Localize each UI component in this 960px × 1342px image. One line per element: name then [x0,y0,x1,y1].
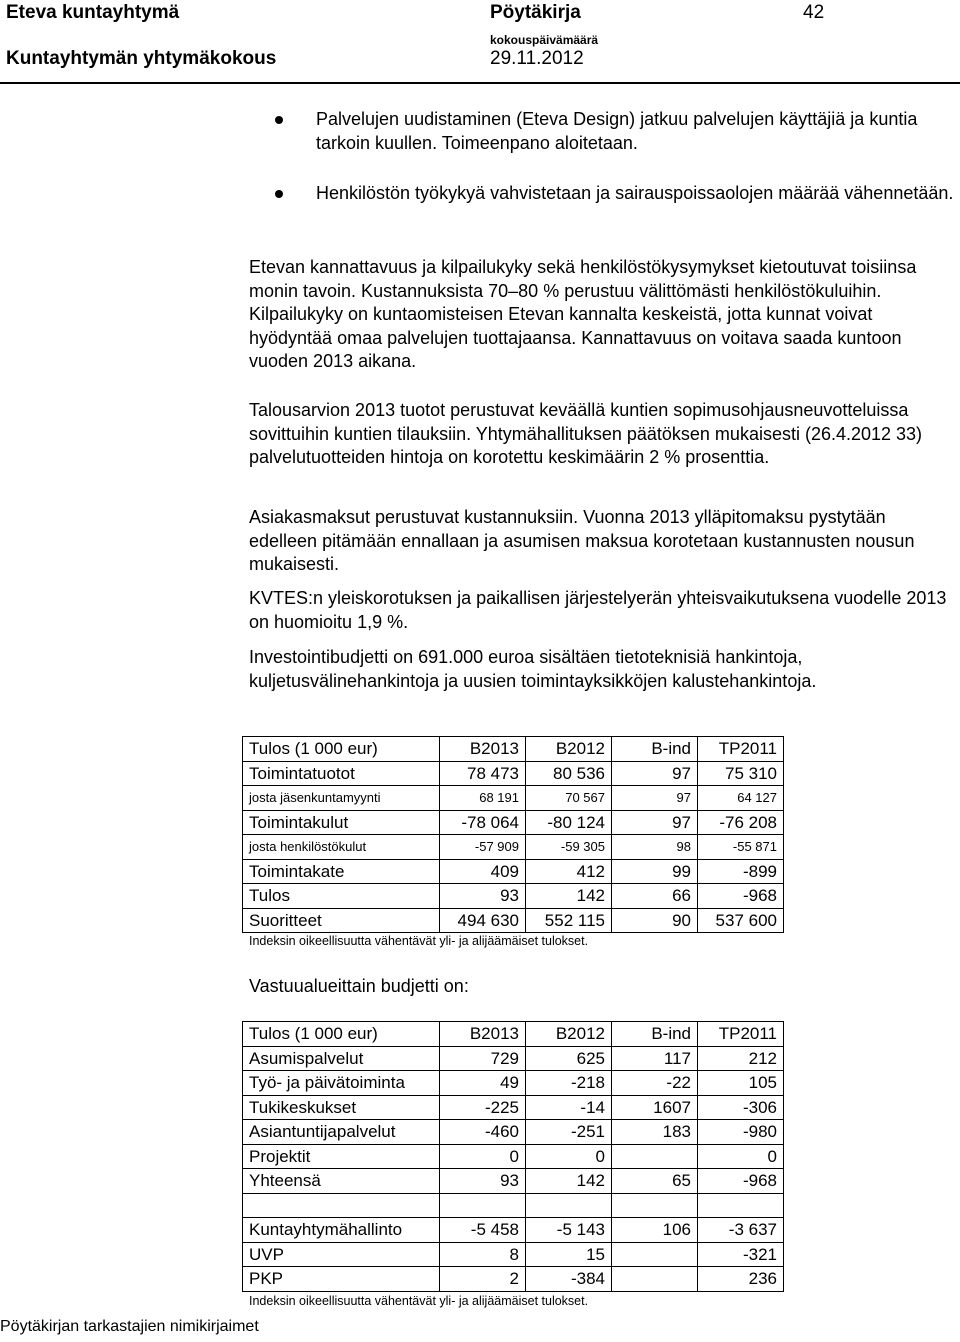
cell-value: 729 [440,1046,526,1071]
cell-value: 64 127 [698,786,784,811]
cell-value: -968 [698,884,784,909]
cell-value: 537 600 [698,908,784,933]
table-row [243,1169,784,1194]
cell-value: -5 458 [440,1218,526,1243]
meeting-name: Kuntayhtymän yhtymäkokous [6,48,277,69]
cell-value: -5 143 [526,1218,612,1243]
cell-value: 212 [698,1046,784,1071]
table-row [243,1095,784,1120]
bullet-item: Palvelujen uudistaminen (Eteva Design) jatkuu palvelujen käyttäjiä ja kuntia tarkoin kuullen. Toimeenpano aloitetaan. [316,109,918,153]
cell-value: 99 [612,859,698,884]
cell-value: 409 [440,859,526,884]
cell-value: 142 [526,1169,612,1194]
table-note: Indeksin oikeellisuutta vähentävät yli- ja alijäämäiset tulokset. [249,1294,589,1308]
table-row [243,1120,784,1145]
cell-value: -80 124 [526,810,612,835]
cell-value [440,1193,526,1218]
cell-value: 75 310 [698,761,784,786]
bullet-dot-icon [275,190,283,198]
row-label: Toimintakulut [243,810,440,835]
cell-value: -251 [526,1120,612,1145]
row-label: Asumispalvelut [243,1046,440,1071]
meeting-date: 29.11.2012 [490,48,584,69]
cell-value: -225 [440,1095,526,1120]
column-header: B2013 [440,737,526,762]
column-header: TP2011 [698,737,784,762]
cell-value: -78 064 [440,810,526,835]
cell-value: 105 [698,1071,784,1096]
cell-value: 93 [440,1169,526,1194]
cell-value: -55 871 [698,835,784,860]
cell-value: 78 473 [440,761,526,786]
paragraph: KVTES:n yleiskorotuksen ja paikallisen järjestelyerän yhteisvaikutuksena vuodelle 2013 on huomioitu 1,9 %. [249,588,947,632]
row-label: josta henkilöstökulut [243,835,440,860]
table-row [243,1071,784,1096]
cell-value: -968 [698,1169,784,1194]
bullet-item: Henkilöstön työkykyä vahvistetaan ja sairauspoissaolojen määrää vähennetään. [316,183,954,203]
table-row [243,884,784,909]
bullet-dot-icon [275,116,283,124]
cell-value: -57 909 [440,835,526,860]
paragraph: Investointibudjetti on 691.000 euroa sisältäen tietoteknisiä hankintoja, kuljetusvälinehankintoja ja uusien toimintayksikköjen kalustehankintoja. [249,647,817,691]
cell-value: 236 [698,1267,784,1292]
cell-value: 0 [526,1144,612,1169]
row-label: Kuntayhtymähallinto [243,1218,440,1243]
table-row [243,761,784,786]
row-label: Suoritteet [243,908,440,933]
table-header-row [243,1022,784,1047]
cell-value: -76 208 [698,810,784,835]
doc-type: Pöytäkirja [490,2,581,23]
paragraph: Asiakasmaksut perustuvat kustannuksiin. Vuonna 2013 ylläpitomaksu pystytään edelleen pitämään ennallaan ja asumisen maksua korotetaan kustannusten nousun mukaisesti. [249,507,915,574]
cell-value: 0 [698,1144,784,1169]
table-row [243,1144,784,1169]
row-label: Projektit [243,1144,440,1169]
cell-value: 97 [612,786,698,811]
column-header: B2013 [440,1022,526,1047]
column-header: B2012 [526,1022,612,1047]
cell-value: 97 [612,761,698,786]
cell-value: 93 [440,884,526,909]
cell-value: 1607 [612,1095,698,1120]
date-label: kokouspäivämäärä [490,33,599,47]
cell-value: 2 [440,1267,526,1292]
cell-value: 0 [440,1144,526,1169]
cell-value: 90 [612,908,698,933]
header-rule [0,82,960,84]
cell-value: -321 [698,1242,784,1267]
cell-value [698,1193,784,1218]
cell-value: 98 [612,835,698,860]
row-label: PKP [243,1267,440,1292]
column-header: B-ind [612,737,698,762]
table-row [243,835,784,860]
table-header-row [243,737,784,762]
cell-value: -3 637 [698,1218,784,1243]
table-row [243,908,784,933]
table-spacer-row [243,1193,784,1218]
row-label: Tulos [243,884,440,909]
cell-value: 49 [440,1071,526,1096]
cell-value: 552 115 [526,908,612,933]
unit-budget-table [242,1021,784,1292]
cell-value: 65 [612,1169,698,1194]
column-header: Tulos (1 000 eur) [243,1022,440,1047]
cell-value [526,1193,612,1218]
row-label: Toimintakate [243,859,440,884]
cell-value: 80 536 [526,761,612,786]
cell-value [612,1242,698,1267]
column-header: TP2011 [698,1022,784,1047]
row-label: Toimintatuotot [243,761,440,786]
table-row [243,1267,784,1292]
table-row [243,786,784,811]
cell-value [612,1267,698,1292]
paragraph: Talousarvion 2013 tuotot perustuvat keväällä kuntien sopimusohjausneuvotteluissa sovittuihin kuntien tilauksiin. Yhtymähallituksen päätöksen mukaisesti (26.4.2012 33) palvelutuotteiden hintoja on korotettu keskimäärin 2 % prosenttia. [249,400,923,467]
cell-value: 183 [612,1120,698,1145]
cell-value: -899 [698,859,784,884]
column-header: B-ind [612,1022,698,1047]
cell-value: 412 [526,859,612,884]
paragraph: Etevan kannattavuus ja kilpailukyky sekä henkilöstökysymykset kietoutuvat toisiinsa monin tavoin. Kustannuksista 70–80 % perustuu välittömästi henkilöstökuluihin. Kilpailukyky on kuntaomisteisen Etevan kannalta keskeistä, jotta kunnat voivat hyödyntää omaa palvelujen tuottajaansa. Kannattavuus on voitava saada kuntoon vuoden 2013 aikana. [249,257,917,371]
page-number: 42 [803,2,825,23]
cell-value: 70 567 [526,786,612,811]
table-row [243,1046,784,1071]
cell-value: 142 [526,884,612,909]
table-note: Indeksin oikeellisuutta vähentävät yli- ja alijäämäiset tulokset. [249,934,589,948]
column-header: B2012 [526,737,612,762]
cell-value: 625 [526,1046,612,1071]
cell-value: 8 [440,1242,526,1267]
row-label: Työ- ja päivätoiminta [243,1071,440,1096]
column-header: Tulos (1 000 eur) [243,737,440,762]
cell-value: -59 305 [526,835,612,860]
row-label: Asiantuntijapalvelut [243,1120,440,1145]
cell-value: 97 [612,810,698,835]
table-row [243,1242,784,1267]
row-label [243,1193,440,1218]
row-label: UVP [243,1242,440,1267]
footer-initials-label: Pöytäkirjan tarkastajien nimikirjaimet [0,1318,259,1335]
cell-value [612,1193,698,1218]
cell-value: -306 [698,1095,784,1120]
cell-value: 106 [612,1218,698,1243]
table-row [243,810,784,835]
cell-value [612,1144,698,1169]
cell-value: 66 [612,884,698,909]
cell-value: -22 [612,1071,698,1096]
cell-value: 15 [526,1242,612,1267]
cell-value: -460 [440,1120,526,1145]
table-row [243,1218,784,1243]
cell-value: 117 [612,1046,698,1071]
table-row [243,859,784,884]
row-label: josta jäsenkuntamyynti [243,786,440,811]
cell-value: 68 191 [440,786,526,811]
row-label: Yhteensä [243,1169,440,1194]
budget-table [242,736,784,933]
cell-value: -384 [526,1267,612,1292]
cell-value: -980 [698,1120,784,1145]
cell-value: 494 630 [440,908,526,933]
row-label: Tukikeskukset [243,1095,440,1120]
cell-value: -218 [526,1071,612,1096]
cell-value: -14 [526,1095,612,1120]
org-name: Eteva kuntayhtymä [6,2,180,23]
section-title: Vastuualueittain budjetti on: [249,976,469,996]
